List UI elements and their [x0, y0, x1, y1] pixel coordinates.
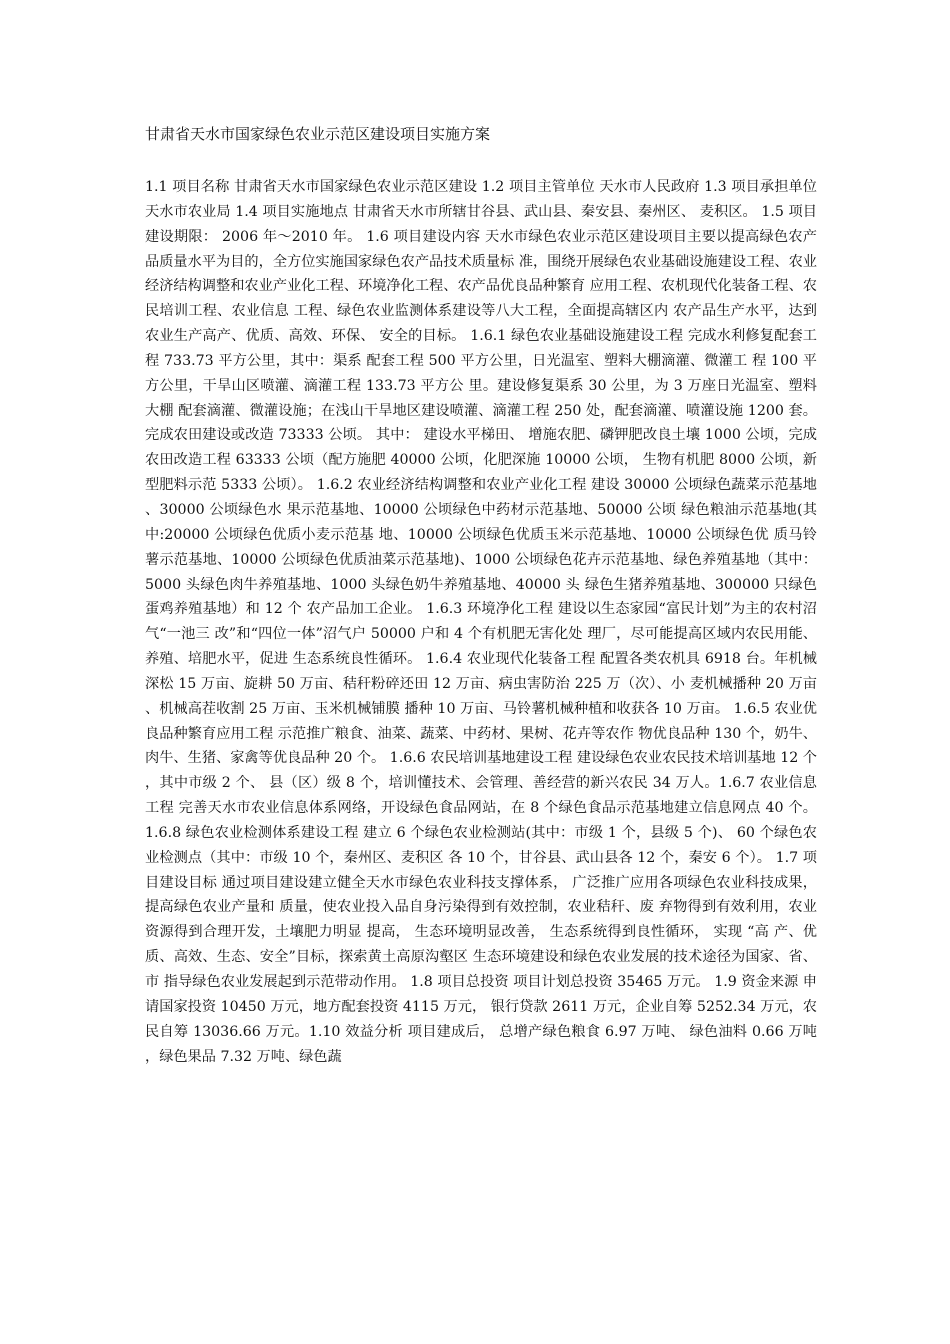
document-body-text: 1.1 项目名称 甘肃省天水市国家绿色农业示范区建设 1.2 项目主管单位 天水市人民政府 1.3 项目承担单位 天水市农业局 1.4 项目实施地点 甘肃省天水市所辖甘谷县、武山县、秦安县、秦州区、 麦积区。 1.5 项目建设期限： 2006 年～2010 年。 1.6 项目建设内容 天水市绿色农业示范区建设项目主要以提高绿色农产 品质量水平为目的，全方位实施国家绿色农产品技术质量标 准，围绕开展绿色农业基础设施建设工程、农业经济结构调整和农业产业化工程、环境净化工程、农产品优良品种繁育 应用工程、农机现代化装备工程、农民培训工程、农业信息 工程、绿色农业监测体系建设等八大工程，全面提高辖区内 农产品生产水平，达到农业生产高产、优质、高效、环保、 安全的目标。 1.6.1 绿色农业基础设施建设工程 完成水利修复配套工程 733.73 平方公里，其中：渠系 配套工程 500 平方公里，日光温室、塑料大棚滴灌、微灌工 程 100 平方公里，干旱山区喷灌、滴灌工程 133.73 平方公 里。建设修复渠系 30 公里，为 3 万座日光温室、塑料大棚 配套滴灌、微灌设施；在浅山干旱地区建设喷灌、滴灌工程 250 处，配套滴灌、喷灌设施 1200 套。 完成农田建设或改造 73333 公顷。 其中： 建设水平梯田、 增施农肥、磷钾肥改良土壤 1000 公顷，完成农田改造工程 63333 公顷（配方施肥 40000 公顷，化肥深施 10000 公顷， 生物有机肥 8000 公顷，新型肥料示范 5333 公顷）。 1.6.2 农业经济结构调整和农业产业化工程 建设 30000 公顷绿色蔬菜示范基地、30000 公顷绿色水 果示范基地、10000 公顷绿色中药材示范基地、50000 公顷 绿色粮油示范基地(其中:20000 公顷绿色优质小麦示范基 地、10000 公顷绿色优质玉米示范基地、10000 公顷绿色优 质马铃薯示范基地、10000 公顷绿色优质油菜示范基地)、1000 公顷绿色花卉示范基地、绿色养殖基地（其中：5000 头绿色肉牛养殖基地、1000 头绿色奶牛养殖基地、40000 头 绿色生猪养殖基地、300000 只绿色蛋鸡养殖基地）和 12 个 农产品加工企业。 1.6.3 环境净化工程 建设以生态家园“富民计划”为主的农村沼气“一池三 改”和“四位一体”沼气户 50000 户和 4 个有机肥无害化处 理厂，尽可能提高区域内农民用能、养殖、培肥水平，促进 生态系统良性循环。 1.6.4 农业现代化装备工程 配置各类农机具 6918 台。年机械深松 15 万亩、旋耕 50 万亩、秸秆粉碎还田 12 万亩、病虫害防治 225 万（次）、小 麦机械播种 20 万亩、机械高茬收割 25 万亩、玉米机械铺膜 播种 10 万亩、马铃薯机械种植和收获各 10 万亩。 1.6.5 农业优良品种繁育应用工程 示范推广粮食、油菜、蔬菜、中药材、果树、花卉等农作 物优良品种 130 个，奶牛、肉牛、生猪、家禽等优良品种 20 个。 1.6.6 农民培训基地建设工程 建设绿色农业农民技术培训基地 12 个，其中市级 2 个、 县（区）级 8 个，培训懂技术、会管理、善经营的新兴农民 34 万人。1.6.7 农业信息工程 完善天水市农业信息体系网络，开设绿色食品网站，在 8 个绿色食品示范基地建立信息网点 40 个。 1.6.8 绿色农业检测体系建设工程 建立 6 个绿色农业检测站(其中：市级 1 个，县级 5 个)、 60 个绿色农业检测点（其中：市级 10 个，秦州区、麦积区 各 10 个，甘谷县、武山县各 12 个，秦安 6 个）。 1.7 项目建设目标 通过项目建设建立健全天水市绿色农业科技支撑体系， 广泛推广应用各项绿色农业科技成果，提高绿色农业产量和 质量，使农业投入品自身污染得到有效控制，农业秸秆、废 弃物得到有效利用，农业资源得到合理开发，土壤肥力明显 提高， 生态环境明显改善， 生态系统得到良性循环， 实现 “高 产、优质、高效、生态、安全”目标，探索黄土高原沟壑区 生态环境建设和绿色农业发展的技术途径为国家、省、市 指导绿色农业发展起到示范带动作用。 1.8 项目总投资 项目计划总投资 35465 万元。 1.9 资金来源 申请国家投资 10450 万元，地方配套投资 4115 万元， 银行贷款 2611 万元，企业自筹 5252.34 万元，农民自筹 13036.66 万元。1.10 效益分析 项目建成后， 总增产绿色粮食 6.97 万吨、 绿色油料 0.66 万吨，绿色果品 7.32 万吨、绿色蔬 [145, 179, 817, 1065]
document-title: 甘肃省天水市国家绿色农业示范区建设项目实施方案 [145, 125, 491, 143]
